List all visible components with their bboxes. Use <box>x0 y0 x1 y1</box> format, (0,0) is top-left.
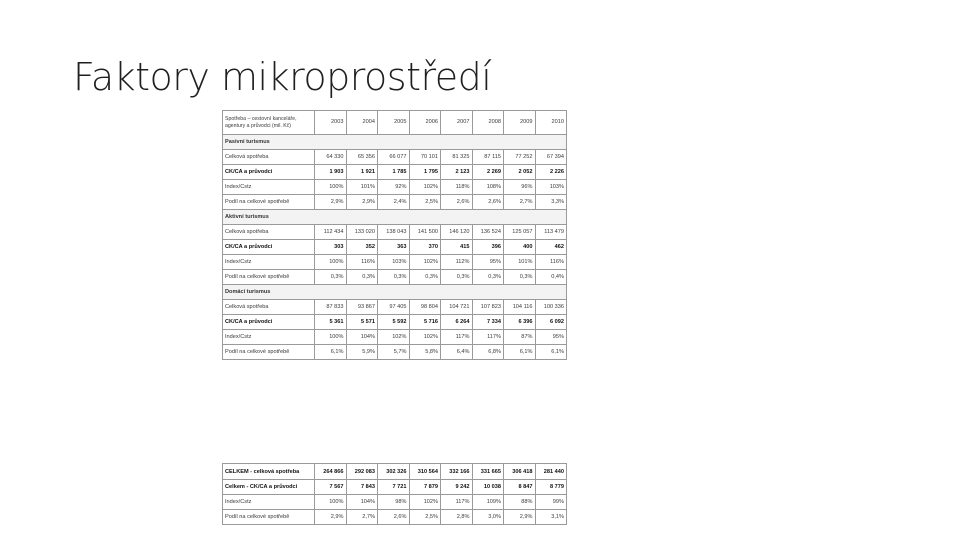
row-label: Index/Cstz <box>223 180 315 195</box>
table-cell: 108% <box>472 180 504 195</box>
table-row <box>223 150 567 165</box>
table-cell: 102% <box>409 255 441 270</box>
row-label: Celkem - CK/CA a průvodci <box>223 480 315 495</box>
table-row <box>223 315 567 330</box>
year-header: 2008 <box>472 111 504 135</box>
table-cell: 5,8% <box>409 345 441 360</box>
section-header-row <box>223 135 567 150</box>
table-cell: 3,1% <box>535 510 567 525</box>
table-cell: 141 500 <box>409 225 441 240</box>
table-row <box>223 300 567 315</box>
table-cell: 95% <box>472 255 504 270</box>
table-cell: 2,6% <box>472 195 504 210</box>
table-cell: 292 083 <box>346 464 378 480</box>
table-cell: 370 <box>409 240 441 255</box>
table-cell: 2 123 <box>441 165 473 180</box>
table-cell: 0,3% <box>409 270 441 285</box>
table-cell: 2,9% <box>315 510 347 525</box>
table-cell: 2,4% <box>378 195 410 210</box>
table-row <box>223 345 567 360</box>
table-cell: 10 038 <box>472 480 504 495</box>
table-cell: 2,9% <box>346 195 378 210</box>
table-cell: 2,6% <box>441 195 473 210</box>
table-cell: 93 867 <box>346 300 378 315</box>
table-cell: 2,8% <box>441 510 473 525</box>
table-cell: 104 116 <box>504 300 536 315</box>
table-cell: 100 336 <box>535 300 567 315</box>
table-cell: 117% <box>441 495 473 510</box>
table-cell: 103% <box>535 180 567 195</box>
table-cell: 67 394 <box>535 150 567 165</box>
table-cell: 96% <box>504 180 536 195</box>
table-cell: 65 356 <box>346 150 378 165</box>
table-cell: 136 524 <box>472 225 504 240</box>
section-title: Pasivní turismus <box>223 135 567 150</box>
table-cell: 2 226 <box>535 165 567 180</box>
table-cell: 113 479 <box>535 225 567 240</box>
row-label: Celková spotřeba <box>223 300 315 315</box>
table-cell: 400 <box>504 240 536 255</box>
table-cell: 0,3% <box>378 270 410 285</box>
table-cell: 0,4% <box>535 270 567 285</box>
table-cell: 6,1% <box>535 345 567 360</box>
table-cell: 125 057 <box>504 225 536 240</box>
section-title: Domácí turismus <box>223 285 567 300</box>
row-label: CK/CA a průvodci <box>223 315 315 330</box>
table-cell: 87% <box>504 330 536 345</box>
table-cell: 100% <box>315 255 347 270</box>
table-cell: 112 434 <box>315 225 347 240</box>
table-cell: 302 326 <box>378 464 410 480</box>
table-cell: 104% <box>346 495 378 510</box>
table-cell: 99% <box>535 495 567 510</box>
table-cell: 92% <box>378 180 410 195</box>
table-cell: 1 903 <box>315 165 347 180</box>
row-label: Celková spotřeba <box>223 225 315 240</box>
table-cell: 5 716 <box>409 315 441 330</box>
table-cell: 0,3% <box>472 270 504 285</box>
table-cell: 9 242 <box>441 480 473 495</box>
table-cell: 1 785 <box>378 165 410 180</box>
table-cell: 87 115 <box>472 150 504 165</box>
table-cell: 2,6% <box>378 510 410 525</box>
table-cell: 104% <box>346 330 378 345</box>
row-label: Podíl na celkové spotřebě <box>223 195 315 210</box>
row-label: CK/CA a průvodci <box>223 165 315 180</box>
consumption-table <box>222 110 567 360</box>
table-cell: 6 264 <box>441 315 473 330</box>
table-cell: 6 396 <box>504 315 536 330</box>
table-cell: 102% <box>378 330 410 345</box>
table-cell: 77 252 <box>504 150 536 165</box>
table-cell: 102% <box>409 180 441 195</box>
table-cell: 2,7% <box>346 510 378 525</box>
table-cell: 112% <box>441 255 473 270</box>
table-cell: 3,0% <box>472 510 504 525</box>
table-body <box>223 464 567 525</box>
table-cell: 102% <box>409 495 441 510</box>
table-cell: 306 418 <box>504 464 536 480</box>
table-cell: 331 665 <box>472 464 504 480</box>
table-cell: 104 721 <box>441 300 473 315</box>
row-label: Podíl na celkové spotřebě <box>223 345 315 360</box>
row-label: CELKEM - celková spotřeba <box>223 464 315 480</box>
table-row <box>223 165 567 180</box>
table-cell: 310 564 <box>409 464 441 480</box>
table-row <box>223 240 567 255</box>
table-row <box>223 195 567 210</box>
table-cell: 0,3% <box>441 270 473 285</box>
table-cell: 66 077 <box>378 150 410 165</box>
table-cell: 100% <box>315 180 347 195</box>
table-cell: 0,3% <box>315 270 347 285</box>
table-cell: 281 440 <box>535 464 567 480</box>
table-cell: 81 325 <box>441 150 473 165</box>
row-label: Podíl na celkové spotřebě <box>223 270 315 285</box>
table-cell: 2,9% <box>315 195 347 210</box>
table-cell: 117% <box>441 330 473 345</box>
table-cell: 363 <box>378 240 410 255</box>
total-table <box>222 463 567 525</box>
row-label: Index/Cstz <box>223 255 315 270</box>
section-header-row <box>223 285 567 300</box>
table-cell: 0,3% <box>504 270 536 285</box>
year-header: 2010 <box>535 111 567 135</box>
table-cell: 7 879 <box>409 480 441 495</box>
row-label: Index/Cstz <box>223 495 315 510</box>
table-cell: 138 043 <box>378 225 410 240</box>
table-row <box>223 270 567 285</box>
table-cell: 5 592 <box>378 315 410 330</box>
section-header-row <box>223 210 567 225</box>
table-cell: 133 020 <box>346 225 378 240</box>
table-cell: 70 101 <box>409 150 441 165</box>
table-cell: 8 847 <box>504 480 536 495</box>
table-cell: 87 833 <box>315 300 347 315</box>
table-cell: 6,1% <box>315 345 347 360</box>
table-row <box>223 225 567 240</box>
table-cell: 95% <box>535 330 567 345</box>
row-label: CK/CA a průvodci <box>223 240 315 255</box>
table-cell: 3,3% <box>535 195 567 210</box>
table-cell: 101% <box>346 180 378 195</box>
table-cell: 109% <box>472 495 504 510</box>
table-row <box>223 510 567 525</box>
section-title: Aktivní turismus <box>223 210 567 225</box>
year-header: 2007 <box>441 111 473 135</box>
table-cell: 98 804 <box>409 300 441 315</box>
row-label: Celková spotřeba <box>223 150 315 165</box>
table-cell: 415 <box>441 240 473 255</box>
year-header: 2003 <box>315 111 347 135</box>
year-header: 2005 <box>378 111 410 135</box>
table-header-label: Spotřeba – cestovní kanceláře, agentury a průvodci (mil. Kč) <box>223 111 315 135</box>
table-cell: 396 <box>472 240 504 255</box>
table-cell: 6,8% <box>472 345 504 360</box>
table-cell: 107 823 <box>472 300 504 315</box>
table-cell: 146 120 <box>441 225 473 240</box>
table-cell: 352 <box>346 240 378 255</box>
table-cell: 332 166 <box>441 464 473 480</box>
table-row <box>223 255 567 270</box>
table-cell: 5 361 <box>315 315 347 330</box>
table-cell: 116% <box>535 255 567 270</box>
table-cell: 117% <box>472 330 504 345</box>
year-header: 2006 <box>409 111 441 135</box>
year-header: 2009 <box>504 111 536 135</box>
table-cell: 7 843 <box>346 480 378 495</box>
table-cell: 2,7% <box>504 195 536 210</box>
table-row <box>223 330 567 345</box>
table-cell: 100% <box>315 330 347 345</box>
table-cell: 1 795 <box>409 165 441 180</box>
row-label: Podíl na celkové spotřebě <box>223 510 315 525</box>
table-cell: 97 405 <box>378 300 410 315</box>
table-cell: 1 921 <box>346 165 378 180</box>
table-row <box>223 495 567 510</box>
table-cell: 64 330 <box>315 150 347 165</box>
table-cell: 102% <box>409 330 441 345</box>
table-row <box>223 180 567 195</box>
table-cell: 462 <box>535 240 567 255</box>
table-cell: 101% <box>504 255 536 270</box>
table-cell: 2,5% <box>409 510 441 525</box>
table-cell: 2,9% <box>504 510 536 525</box>
table-cell: 2 052 <box>504 165 536 180</box>
table-cell: 5 571 <box>346 315 378 330</box>
table-cell: 5,9% <box>346 345 378 360</box>
table-cell: 103% <box>378 255 410 270</box>
table-cell: 264 866 <box>315 464 347 480</box>
row-label: Index/Cstz <box>223 330 315 345</box>
table-cell: 7 334 <box>472 315 504 330</box>
table-cell: 303 <box>315 240 347 255</box>
table-cell: 2 269 <box>472 165 504 180</box>
slide-title: Faktory mikroprostředí <box>73 55 492 99</box>
table-row <box>223 480 567 495</box>
table-cell: 100% <box>315 495 347 510</box>
table-body <box>223 135 567 360</box>
table-cell: 116% <box>346 255 378 270</box>
table-cell: 5,7% <box>378 345 410 360</box>
table-cell: 7 721 <box>378 480 410 495</box>
table-cell: 6 092 <box>535 315 567 330</box>
table-cell: 8 779 <box>535 480 567 495</box>
table-cell: 7 567 <box>315 480 347 495</box>
total-header-row <box>223 464 567 480</box>
table-cell: 98% <box>378 495 410 510</box>
table-cell: 2,5% <box>409 195 441 210</box>
table-cell: 0,3% <box>346 270 378 285</box>
table-header-row <box>223 111 567 135</box>
year-header: 2004 <box>346 111 378 135</box>
table-cell: 6,1% <box>504 345 536 360</box>
table-cell: 118% <box>441 180 473 195</box>
table-cell: 6,4% <box>441 345 473 360</box>
table-cell: 88% <box>504 495 536 510</box>
